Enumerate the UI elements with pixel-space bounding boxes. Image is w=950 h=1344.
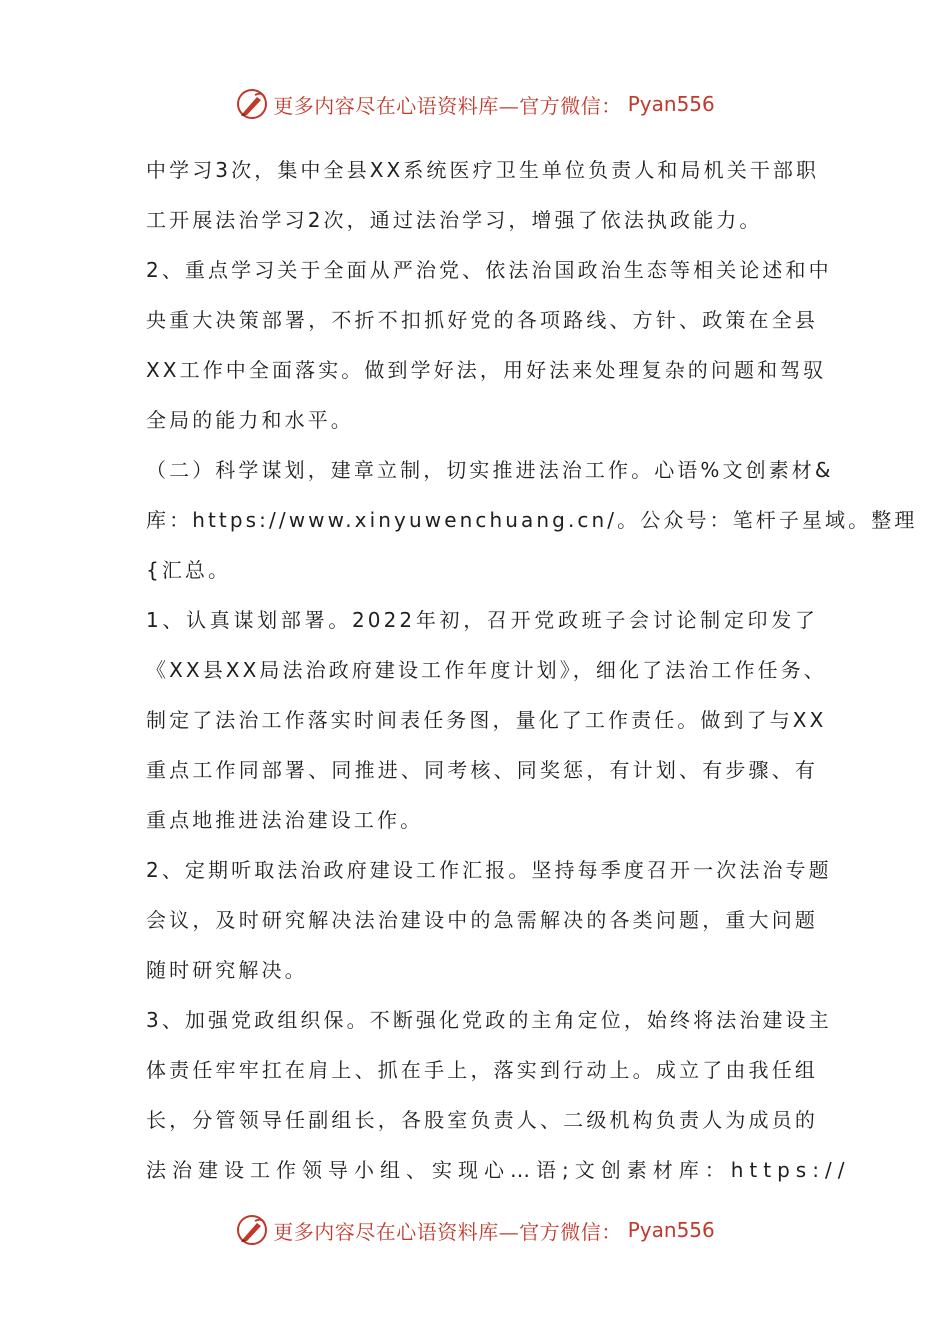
text-line: 《XX县XX局法治政府建设工作年度计划》，细化了法治工作任务、	[146, 658, 827, 682]
document-body	[146, 145, 918, 1195]
text-line: （二）科学谋划，建章立制，切实推进法治工作。心语%文创素材&	[146, 458, 834, 482]
banner-wechat-id: Pyan556	[627, 1218, 715, 1242]
text-line: 2、重点学习关于全面从严治党、依法治国政治生态等相关论述和中	[146, 258, 832, 282]
text-line: 2、定期听取法治政府建设工作汇报。坚持每季度召开一次法治专题	[146, 858, 832, 882]
text-line: 随时研究解决。	[146, 958, 308, 982]
header-banner	[0, 84, 950, 124]
banner-text: 更多内容尽在心语资料库—官方微信：	[273, 1219, 622, 1244]
text-line: 法治建设工作领导小组、实现心…语;文创素材库：https://	[146, 1158, 851, 1182]
banner-text: 更多内容尽在心语资料库—官方微信：	[273, 93, 622, 118]
text-line: 长，分管领导任副组长，各股室负责人、二级机构负责人为成员的	[146, 1108, 818, 1132]
pen-logo-icon	[235, 87, 269, 121]
text-line: 中学习3次，集中全县XX系统医疗卫生单位负责人和局机关干部职	[146, 158, 820, 182]
text-line: 制定了法治工作落实时间表任务图，量化了工作责任。做到了与XX	[146, 708, 827, 732]
text-line: 库：https://www.xinyuwenchuang.cn/。公众号：笔杆子星域。整理	[146, 508, 918, 532]
footer-banner	[0, 1210, 950, 1250]
text-line: 重点地推进法治建设工作。	[146, 808, 424, 832]
pen-logo-icon	[235, 1213, 269, 1247]
text-line: 1、认真谋划部署。2022年初，召开党政班子会讨论制定印发了	[146, 608, 818, 632]
text-line: {汇总。	[146, 558, 232, 582]
text-line: XX工作中全面落实。做到学好法，用好法来处理复杂的问题和驾驭	[146, 358, 827, 382]
text-line: 会议，及时研究解决法治建设中的急需解决的各类问题，重大问题	[146, 908, 818, 932]
banner-wechat-id: Pyan556	[627, 92, 715, 116]
text-line: 重点工作同部署、同推进、同考核、同奖惩，有计划、有步骤、有	[146, 758, 818, 782]
text-line: 体责任牢牢扛在肩上、抓在手上，落实到行动上。成立了由我任组	[146, 1058, 818, 1082]
text-line: 工开展法治学习2次，通过法治学习，增强了依法执政能力。	[146, 208, 763, 232]
text-line: 3、加强党政组织保。不断强化党政的主角定位，始终将法治建设主	[146, 1008, 832, 1032]
text-line: 央重大决策部署，不折不扣抓好党的各项路线、方针、政策在全县	[146, 308, 818, 332]
text-line: 全局的能力和水平。	[146, 408, 354, 432]
